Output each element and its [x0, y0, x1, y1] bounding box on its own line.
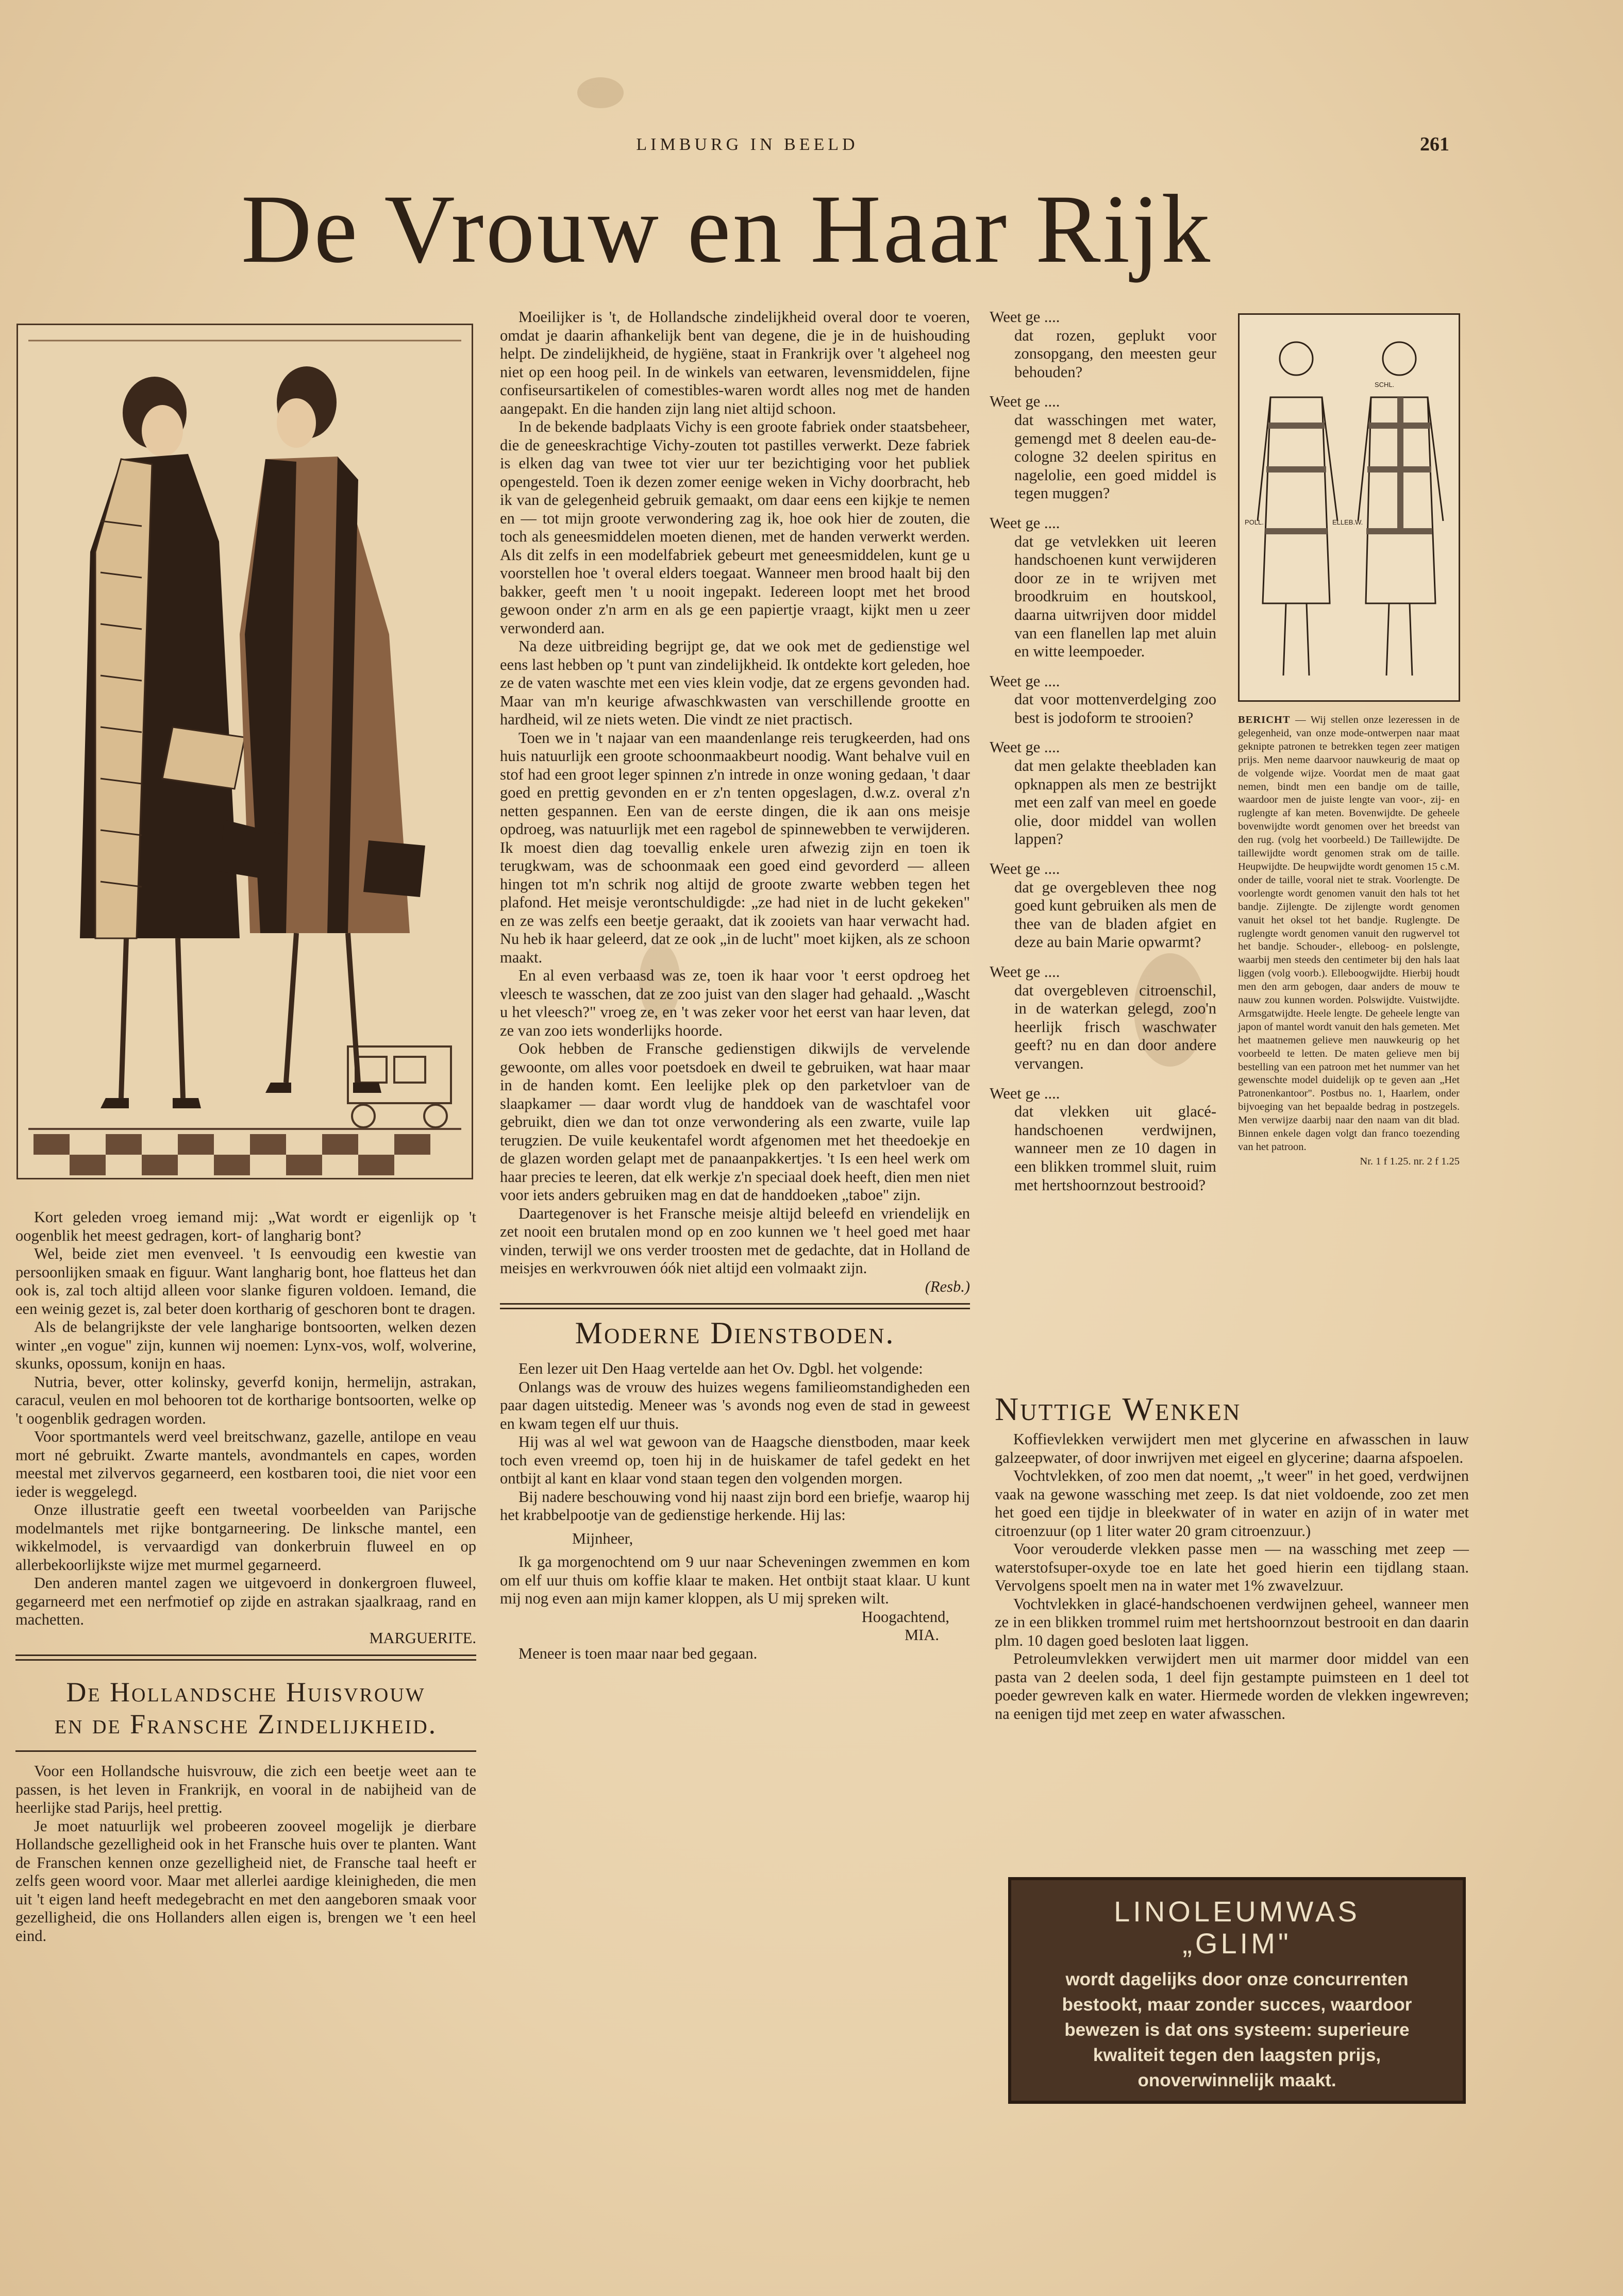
weet-ge-answer: dat wasschingen met water, gemengd met 8 deelen eau-de-cologne 32 deelen spiritus en nagelolie, een goed middel is tegen muggen?: [1014, 411, 1216, 502]
fashion-illustration-drawing: [18, 325, 472, 1178]
huisvrouw-signature: (Resb.): [925, 1277, 970, 1295]
weet-ge-answer: dat vlekken uit glacé-handschoenen verdwijnen, wanneer men ze 10 dagen in een blikken trommel sluit, ruim met hertshoornzout bestrooid?: [1014, 1103, 1216, 1194]
weet-ge-answer: dat ge vetvlekken uit leeren handschoenen kunt verwijderen door ze in te wrijven met broodkruim en houtskool, daarna uitwrijven door middel van een flanellen lap met aluin en witte leempoeder.: [1014, 532, 1216, 661]
weet-ge-item: [990, 672, 1216, 728]
huisvrouw-paragraph: Ook hebben de Fransche gedienstigen dikwijls de vervelende gewoonte, om alles voor poetsdoek en dweil te gebruiken, wat haar maar in de handen komt. Een leelijke plek op den parketvloer van de slaapkamer — daar wordt vlug de handdoek van de waschtafel voor gebruikt, dien we dan tot onze verwondering als een zwarte, vuile lap terugzien. De vuile keukentafel wordt afgenomen met het theedoekje en de glazen worden gelapt met de panaanpakkertjes. 't Is een heel werk om haar precies te leeren, dat elk werkje z'n speciaal doek heeft, dien men niet voor iets anders gebruiken mag en dat de handdoeken „taboe" zijn.: [500, 1040, 970, 1204]
section-divider: [15, 1750, 476, 1752]
fur-paragraph: Voor sportmantels werd veel breitschwanz, gazelle, antilope en veau mort né gebruikt. Zwarte mantels, avondmantels en capes, worden meestal met zilvervos gegarneerd, een kostbaren tooi, die niet voor een ieder is weggelegd.: [15, 1428, 476, 1500]
fur-paragraph: Wel, beide ziet men evenveel. 't Is eenvoudig een kwestie van persoonlijken smaak en figuur. Want langharig bont, hoe flatteus het dan ook is, zal toch altijd alleen voor slanke figuren voldoen. Iemand, die een weinig gezet is, zal beter doen kortharig of geschoren bont te dragen.: [15, 1245, 476, 1318]
huisvrouw-paragraph: In de bekende badplaats Vichy is een groote fabriek onder staatsbeheer, die de geneeskrachtige Vichy-zouten tot pastilles verwerkt. Deze fabriek is elken dag van twee tot vier uur ter bezichtiging voor het publiek opengesteld. Toen ik dezen zomer eenige weken in Vichy doorbracht, heb ik van de gelegenheid gebruik gemaakt, om daar eens een kijkje te nemen en — tot mijn groote verwondering zag ik, hoe ook hier de zouten, die toch als geneesmiddelen moeten dienen, met de handen verwerkt werden. Als dit zelfs in een modelfabriek gebeurt met geneesmiddelen, kunt ge u voorstellen hoe 't overal elders toegaat. Wanneer men brood haalt bij den bakker, geeft men 't u nooit ingepakt. Iedereen loopt met het brood gewoon onder z'n arm en als ge een papiertje vraagt, kijkt men u zeer verwonderd aan.: [500, 418, 970, 637]
weet-ge-list: [990, 308, 1216, 1206]
letter-body: Ik ga morgenochtend om 9 uur naar Scheveningen zwemmen en kom om elf uur thuis om koffie klaar te maken. Het ontbijt staat klaar. U kunt mij nog even aan mijn kamer kloppen, als U mij spreken wilt.: [500, 1553, 970, 1607]
fur-paragraph: Kort geleden vroeg iemand mij: „Wat wordt er eigenlijk op 't oogenblik het meest gedragen, kort- of langharig bont?: [15, 1208, 476, 1244]
bericht-text: — Wij stellen onze lezeressen in de gelegenheid, van onze mode-ontwerpen naar maat geknipte patronen te betrekken tegen zeer matigen prijs. Men neme daarvoor nauwkeurig de maat op de volgende wijze. Voordat men de maat gaat nemen, bindt men een bandje om de taille, waardoor men de juiste lengte van voor-, zij- en ruglengte af kan meten. Bovenwijdte. De geheele bovenwijdte wordt genomen over het breedst van den rug. (volg het voorbeeld.) De Taillewijdte. De taillewijdte wordt genomen strak om de taille. Heupwijdte. De heupwijdte wordt genomen 15 c.M. onder de taille, vooral niet te strak. Voorlengte. De voorlengte wordt genomen vanuit den hals tot het bandje. Zijlengte. De zijlengte wordt genomen vanuit het oksel tot het bandje. Ruglengte. De ruglengte wordt genomen vanuit den rugwervel tot het bandje. Schouder-, elleboog- en polslengte, waarbij men steeds den centimeter bij den hals laat liggen (volg voorb.). Elleboogwijdte. Hierbij houdt men den arm gebogen, daar anders de mouw te nauw zou kunnen worden. Polswijdte. Vuistwijdte. Armsgatwijdte. Heele lengte. De geheele lengte van japon of mantel wordt vanuit den hals gemeten. Met het maatnemen gelieve men nauwkeurig op het voorbeeld te letten. De maten gelieve men bij bestelling van een patroon met het nummer van het gewenschte model duidelijk op te geven aan „Het Patronenkantoor". Postbus no. 1, Haarlem, onder bijvoeging van het bepaalde bedrag in postzegels. Men verwijze daarbij naar den naam van dit blad. Binnen enkele dagen volgt dan franco toezending van het patroon.: [1238, 714, 1460, 1153]
bericht-notice: [1238, 714, 1460, 1169]
huisvrouw-paragraph: Daartegenover is het Fransche meisje altijd beleefd en vriendelijk en zet nooit een brutalen mond op en zoo kunnen we 't heel goed met haar vinden, terwijl we ons verder troosten met de gedachte, dat in Holland de meisjes en werkvrouwen óók niet altijd een volmaakt zijn.: [500, 1204, 970, 1277]
pattern-label-ellbw: ELLEB.W.: [1332, 518, 1363, 526]
weet-ge-question: Weet ge ....: [990, 738, 1060, 756]
weet-ge-question: Weet ge ....: [990, 514, 1060, 532]
huisvrouw-paragraph: En al even verbaasd was ze, toen ik haar voor 't eerst opdroeg het vleesch te wasschen, dat ze zoo juist van den slager had gehaald. „Wascht u het vleesch?" vroeg ze, en 't was zeker voor het eerst van haar leven, dat ze van zoo iets wonderlijks hoorde.: [500, 967, 970, 1039]
wenken-paragraph: Petroleumvlekken verwijdert men uit marmer door middel van een pasta van 2 deelen soda, 1 deel fijn gestampte puimsteen en 1 deel tot poeder gewreven kalk en water. Hiermede worden de vlekken ingewreven; na eenigen tijd met zeep en water afwasschen.: [995, 1650, 1469, 1723]
bericht-lead: BERICHT: [1238, 714, 1291, 725]
weet-ge-item: [990, 308, 1216, 381]
dienstboden-paragraph: Een lezer uit Den Haag vertelde aan het Ov. Dgbl. het volgende:: [518, 1360, 923, 1377]
dienstboden-paragraph: Onlangs was de vrouw des huizes wegens familieomstandigheden een paar dagen uitstedig. Meneer was 's avonds nog even de stad in geweest en kwam tegen elf uur thuis.: [500, 1378, 970, 1432]
running-head: LIMBURG IN BEELD: [636, 135, 859, 154]
weet-ge-question: Weet ge ....: [990, 672, 1060, 690]
section-divider: [15, 1655, 476, 1661]
huisvrouw-paragraph: Moeilijker is 't, de Hollandsche zindelijkheid overal door te voeren, omdat je daarin afhankelijk bent van degene, die je in de huishouding helpt. De zindelijkheid, de hygiëne, staat in Frankrijk over 't algeheel nog niet op een hoog peil. In de winkels van eetwaren, levensmiddelen, fijne confiseursartikelen of comestibles-waren wordt alles nog met de handen aangepakt. En die handen zijn lang niet altijd schoon.: [500, 308, 970, 417]
advert-subtitle: „GLIM": [1182, 1927, 1292, 1960]
fur-paragraph: Den anderen mantel zagen we uitgevoerd in donkergroen fluweel, gegarneerd met een nerfmotief op zijde en astrakan sjaalkraag, rand en machetten.: [15, 1574, 476, 1628]
fur-paragraph: Als de belangrijkste der vele langharige bontsoorten, welken dezen winter „en vogue" zijn, kunnen wij noemen: Lynx-vos, wolf, wolverine, skunks, opossum, konijn en haas.: [15, 1318, 476, 1372]
weet-ge-answer: dat voor mottenverdelging zoo best is jodoform te strooien?: [1014, 690, 1216, 727]
weet-ge-question: Weet ge ....: [990, 308, 1060, 326]
weet-ge-item: [990, 738, 1216, 849]
weet-ge-answer: dat overgebleven citroenschil, in de waterkan gelegd, zoo'n heerlijk frisch waschwater geeft? nu en dan door andere vervangen.: [1014, 981, 1216, 1072]
dienstboden-title: Moderne Dienstboden.: [575, 1316, 895, 1350]
huisvrouw-paragraph: Toen we in 't najaar van een maandenlange reis terugkeerden, had ons huis natuurlijk een groote schoonmaakbeurt noodig. Want behalve vuil en stof had een groot leger spinnen z'n intrede in onze woning gedaan, 't daar goed en prettig gevonden en er z'n tenten opgeslagen, d.w.z. overal z'n netten gespannen. Een van de eerste dingen, die ik aan ons meisje opdroeg, was natuurlijk met een ragebol de spinnewebben te verwijderen. Ik moest dien dag toevallig enkele uren afwezig zijn en toen ik terugkwam, was de schoonmaak een goed eind gevorderd — alleen hingen tot m'n schrik nog altijd de groote zwarte webben tegen het plafond. Het meisje verontschuldigde: „ze had niet in de lucht gekeken" en ze was zelfs een beetje geraakt, dat ik zooiets van haar verwacht had. Nu heb ik haar geleerd, dat ze ook „in de lucht" moet kijken, als ze schoon maakt.: [500, 729, 970, 966]
letter-salutation: Mijnheer,: [572, 1529, 633, 1547]
nuttige-wenken-title: Nuttige Wenken: [995, 1391, 1242, 1427]
weet-ge-item: [990, 393, 1216, 503]
pattern-diagram: [1238, 313, 1460, 702]
weet-ge-item: [990, 860, 1216, 952]
pattern-diagram-drawing: [1240, 315, 1459, 700]
huisvrouw-paragraph: Na deze uitbreiding begrijpt ge, dat we ook met de gedienstige wel eens last hebben op 't punt van zindelijkheid. Ik ontdekte kort geleden, hoe ze de vaten waschte met een vies klein vodje, dat ze ergens gevonden had. Maar van m'n keurige afwaschkwasten van verschillende grootte en hardheid, wil ze niets weten. Die vindt ze niet practisch.: [500, 637, 970, 728]
letter-closing-name: MIA.: [905, 1626, 939, 1644]
fur-signature: MARGUERITE.: [369, 1629, 476, 1647]
pattern-label-poll: POLL.: [1245, 518, 1264, 526]
letter-closing: Hoogachtend,: [861, 1608, 949, 1626]
weet-ge-question: Weet ge ....: [990, 393, 1060, 411]
section-divider: [500, 1303, 970, 1309]
weet-ge-question: Weet ge ....: [990, 860, 1060, 878]
weet-ge-item: [990, 963, 1216, 1073]
advert-title: LINOLEUMWAS: [1114, 1895, 1360, 1928]
dienstboden-paragraph: Hij was al wel wat gewoon van de Haagsche dienstboden, maar keek toch even vreemd op, toen hij in de huiskamer de tafel gedekt en het ontbijt al kant en klaar vond staan tegen den volgenden morgen.: [500, 1433, 970, 1487]
weet-ge-question: Weet ge ....: [990, 963, 1060, 981]
pattern-label-schl: SCHL.: [1375, 381, 1395, 389]
fur-paragraph: Nutria, bever, otter kolinsky, geverfd konijn, hermelijn, astrakan, caracul, veulen en mol behooren tot de kortharige bontsoorten, welke op 't oogenblik gedragen worden.: [15, 1373, 476, 1427]
paper-stain: [577, 77, 624, 108]
bericht-price: Nr. 1 f 1.25. nr. 2 f 1.25: [1360, 1155, 1460, 1167]
huisvrouw-paragraph: Je moet natuurlijk wel probeeren zooveel mogelijk je dierbare Hollandsche gezelligheid ook in het Fransche huis over te planten. Want de Franschen kennen onze gezelligheid niet, de Fransche taal heeft er zelfs geen woord voor. Maar met allerlei aardige kleinigheden, die men uit 't eigen land heeft medegebracht en met den aangeboren smaak voor gezelligheid, die ons Hollanders allen eigen is, brengen we 't een heel eind.: [15, 1817, 476, 1945]
weet-ge-question: Weet ge ....: [990, 1084, 1060, 1102]
huisvrouw-title-line2: en de Fransche Zindelijkheid.: [54, 1709, 438, 1740]
linoleumwas-advert: [1008, 1877, 1466, 2104]
column-2: [500, 308, 970, 1663]
wenken-paragraph: Voor verouderde vlekken passe men — na wassching met zeep — waterstofsuper-oxyde toe en late het goed hierin een tijdlang staan. Vervolgens spoelt men na in water met 1% zwavelzuur.: [995, 1540, 1469, 1594]
fur-paragraph: Onze illustratie geeft een tweetal voorbeelden van Parijsche modelmantels met rijke bontgarneering. De linksche mantel, een wikkelmodel, is vervaardigd van donkerbruin fluweel en op allerbekoorlijkste wijze met murmel gegarneerd.: [15, 1501, 476, 1574]
dienstboden-final: Meneer is toen maar naar bed gegaan.: [518, 1644, 758, 1662]
huisvrouw-title: [15, 1676, 476, 1740]
weet-ge-item: [990, 1085, 1216, 1195]
fashion-illustration: [16, 324, 473, 1179]
page-title: De Vrouw en Haar Rijk: [241, 175, 1213, 283]
huisvrouw-paragraph: Voor een Hollandsche huisvrouw, die zich een beetje weet aan te passen, is het leven in Frankrijk, en vooral in de nabijheid van de heerlijke stad Parijs, heel prettig.: [15, 1762, 476, 1816]
weet-ge-answer: dat ge overgebleven thee nog goed kunt gebruiken als men de thee van de bladen afgiet en deze au bain Marie opwarmt?: [1014, 878, 1216, 951]
wenken-paragraph: Koffievlekken verwijdert men met glycerine en afwasschen in lauw galzeepwater, of door inwrijven met eigeel en glycerine; daarna afspoelen.: [995, 1430, 1469, 1466]
advert-body: wordt dagelijks door onze concurrenten bestookt, maar zonder succes, waardoor bewezen is dat ons systeem: superieure kwaliteit tegen den laagsten prijs, onoverwinnelijk maakt.: [1062, 1969, 1412, 2090]
wenken-paragraph: Vochtvlekken, of zoo men dat noemt, „'t weer" in het goed, verdwijnen vaak na gewone wassching met zeep. Is dat niet voldoende, zoo zet men het goed een tijdje in bleekwater of in water en azijn of in water met citroenzuur (op 1 liter water 20 gram citroenzuur.): [995, 1467, 1469, 1540]
weet-ge-answer: dat rozen, geplukt voor zonsopgang, den meesten geur behouden?: [1014, 326, 1216, 381]
page-number: 261: [1420, 133, 1449, 155]
wenken-paragraph: Vochtvlekken in glacé-handschoenen verdwijnen geheel, wanneer men ze in een blikken trommel ruim met hertshoornzout bestrooit en dan daarin plm. 10 dagen goed besloten laat liggen.: [995, 1595, 1469, 1649]
huisvrouw-title-line1: De Hollandsche Huisvrouw: [66, 1677, 426, 1708]
dienstboden-paragraph: Bij nadere beschouwing vond hij naast zijn bord een briefje, waarop hij het krabbelpootje van de gedienstige herkende. Hij las:: [500, 1488, 970, 1524]
nuttige-wenken: [995, 1391, 1469, 1723]
weet-ge-item: [990, 514, 1216, 661]
column-1: [15, 1208, 476, 1945]
weet-ge-answer: dat men gelakte theebladen kan opknappen als men ze bestrijkt met een zalf van meel en goede olie, door middel van wollen lappen?: [1014, 757, 1216, 848]
